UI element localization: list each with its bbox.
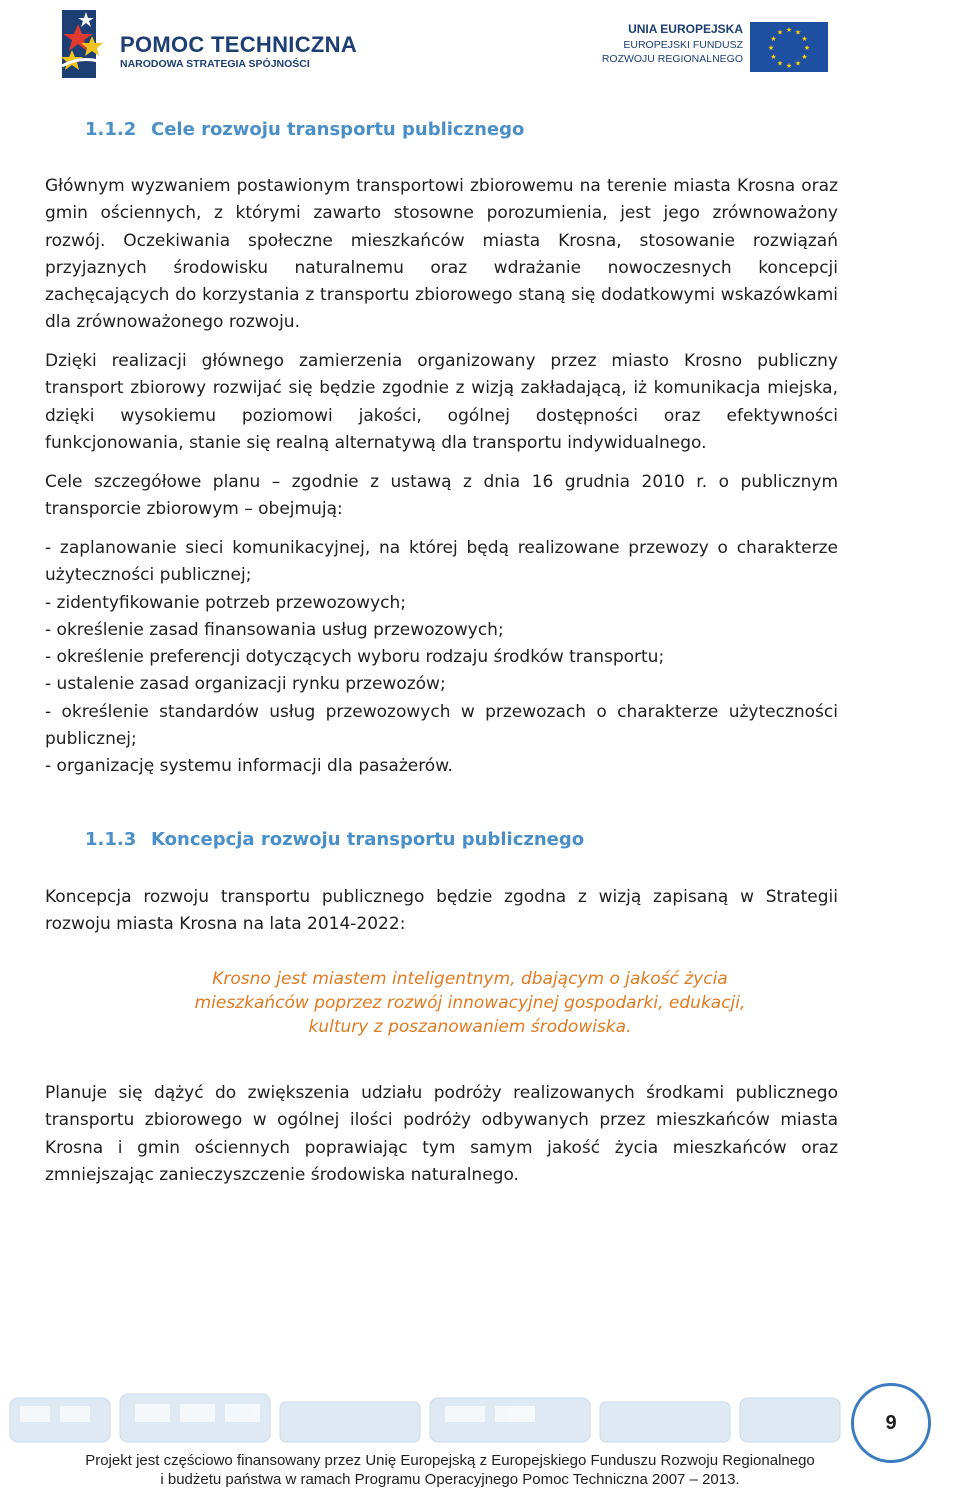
section-number: 1.1.3 (85, 829, 137, 850)
svg-text:★: ★ (794, 28, 802, 37)
svg-text:★: ★ (776, 28, 784, 37)
section-heading-1-1-3 (85, 829, 584, 850)
vision-quote (100, 967, 840, 1039)
list-item: - zidentyfikowanie potrzeb przewozowych; (45, 592, 406, 613)
list-item: - organizację systemu informacji dla pasażerów. (45, 756, 453, 777)
list-item: - ustalenie zasad organizacji rynku przewozów; (45, 674, 446, 695)
list-item: - określenie preferencji dotyczących wyboru rodzaju środków transportu; (45, 647, 665, 668)
section-number: 1.1.2 (85, 119, 137, 140)
svg-text:★: ★ (767, 44, 775, 52)
page-header (0, 0, 960, 90)
paragraph-strategy: Koncepcja rozwoju transportu publicznego będzie zgodna z wizją zapisaną w Strategii rozwoju miasta Krosna na lata 2014-2022: (45, 887, 838, 935)
svg-text:★: ★ (794, 59, 802, 68)
svg-text:★: ★ (776, 59, 784, 68)
brand-subtitle: NARODOWA STRATEGIA SPÓJNOŚCI (120, 58, 310, 70)
svg-text:★: ★ (801, 53, 808, 61)
paragraph-challenge: Głównym wyzwaniem postawionym transportowi zbiorowemu na terenie miasta Krosna oraz gmin ościennych, z którymi zawarto stosowne porozumienia, jest jego zrównoważony rozwój. Oczekiwania społeczne mieszkańców miasta Krosna, stosowanie rozwiązań przyjaznych środowisku naturalnemu oraz wdrażanie nowoczesnych koncepcji zachęcających do korzystania z transportu zbiorowego staną się dodatkowymi wskazówkami dla zrównoważonego rozwoju. (45, 176, 838, 333)
svg-text:★: ★ (770, 53, 777, 61)
eu-logo (601, 22, 828, 72)
svg-text:★: ★ (785, 62, 793, 70)
svg-text:★: ★ (770, 35, 777, 43)
pomoc-techniczna-logo (58, 6, 358, 82)
quote-line: kultury z poszanowaniem środowiska. (308, 1017, 632, 1037)
brand-title: POMOC TECHNICZNA (120, 32, 358, 57)
eu-flag-icon (750, 22, 828, 72)
svg-text:★: ★ (801, 35, 808, 43)
list-item: - określenie standardów usług przewozowych w przewozach o charakterze użyteczności publicznej; (45, 701, 838, 750)
svg-text:★: ★ (803, 44, 811, 52)
list-item: - określenie zasad finansowania usług przewozowych; (45, 619, 504, 640)
eu-line3: ROZWOJU REGIONALNEGO (601, 53, 743, 65)
footer-line-2: i budżetu państwa w ramach Programu Operacyjnego Pomoc Techniczna 2007 – 2013. (160, 1471, 740, 1488)
section-title: Cele rozwoju transportu publicznego (151, 119, 525, 140)
nss-emblem-icon (58, 6, 118, 82)
paragraph-goals-intro: Cele szczegółowe planu – zgodnie z ustawą z dnia 16 grudnia 2010 r. o publicznym transporcie zbiorowym – obejmują: (45, 472, 838, 520)
quote-line: mieszkańców poprzez rozwój innowacyjnej gospodarki, edukacji, (194, 993, 746, 1013)
section-title: Koncepcja rozwoju transportu publicznego (151, 829, 585, 850)
list-item: - zaplanowanie sieci komunikacyjnej, na której będą realizowane przewozy o charakterze użyteczności publicznej; (45, 538, 838, 586)
eu-title: UNIA EUROPEJSKA (628, 22, 743, 36)
paragraph-plan: Planuje się dążyć do zwiększenia udziału podróży realizowanych środkami publicznego transportu zbiorowego w ogólnej ilości podróży odbywanych przez mieszkańców miasta Krosna i gmin ościennych poprawiając tym samym jakość życia mieszkańców oraz zmniejszając zanieczyszczenie środowiska naturalnego. (45, 1083, 838, 1185)
page-footer (0, 1380, 960, 1489)
footer-line-1: Projekt jest częściowo finansowany przez Unię Europejską z Europejskiego Funduszu Rozwoju Regionalnego (85, 1452, 815, 1469)
paragraph-vision: Dzięki realizacji głównego zamierzenia organizowany przez miasto Krosno publiczny transport zbiorowy rozwijać się będzie zgodnie z wizją zakładającą, iż komunikacja miejska, dzięki wysokiemu poziomowi jakości, ogólnej dostępności oraz efektywności funkcjonowania, stanie się realną alternatywą dla transportu indywidualnego. (45, 351, 838, 453)
goals-list (45, 535, 838, 781)
section-heading-1-1-2 (85, 119, 524, 140)
transport-illustration-icon (0, 1380, 960, 1460)
page-number: 9 (851, 1383, 931, 1463)
svg-text:★: ★ (785, 26, 793, 34)
eu-line2: EUROPEJSKI FUNDUSZ (623, 39, 743, 51)
quote-line: Krosno jest miastem inteligentnym, dbającym o jakość życia (212, 969, 728, 989)
